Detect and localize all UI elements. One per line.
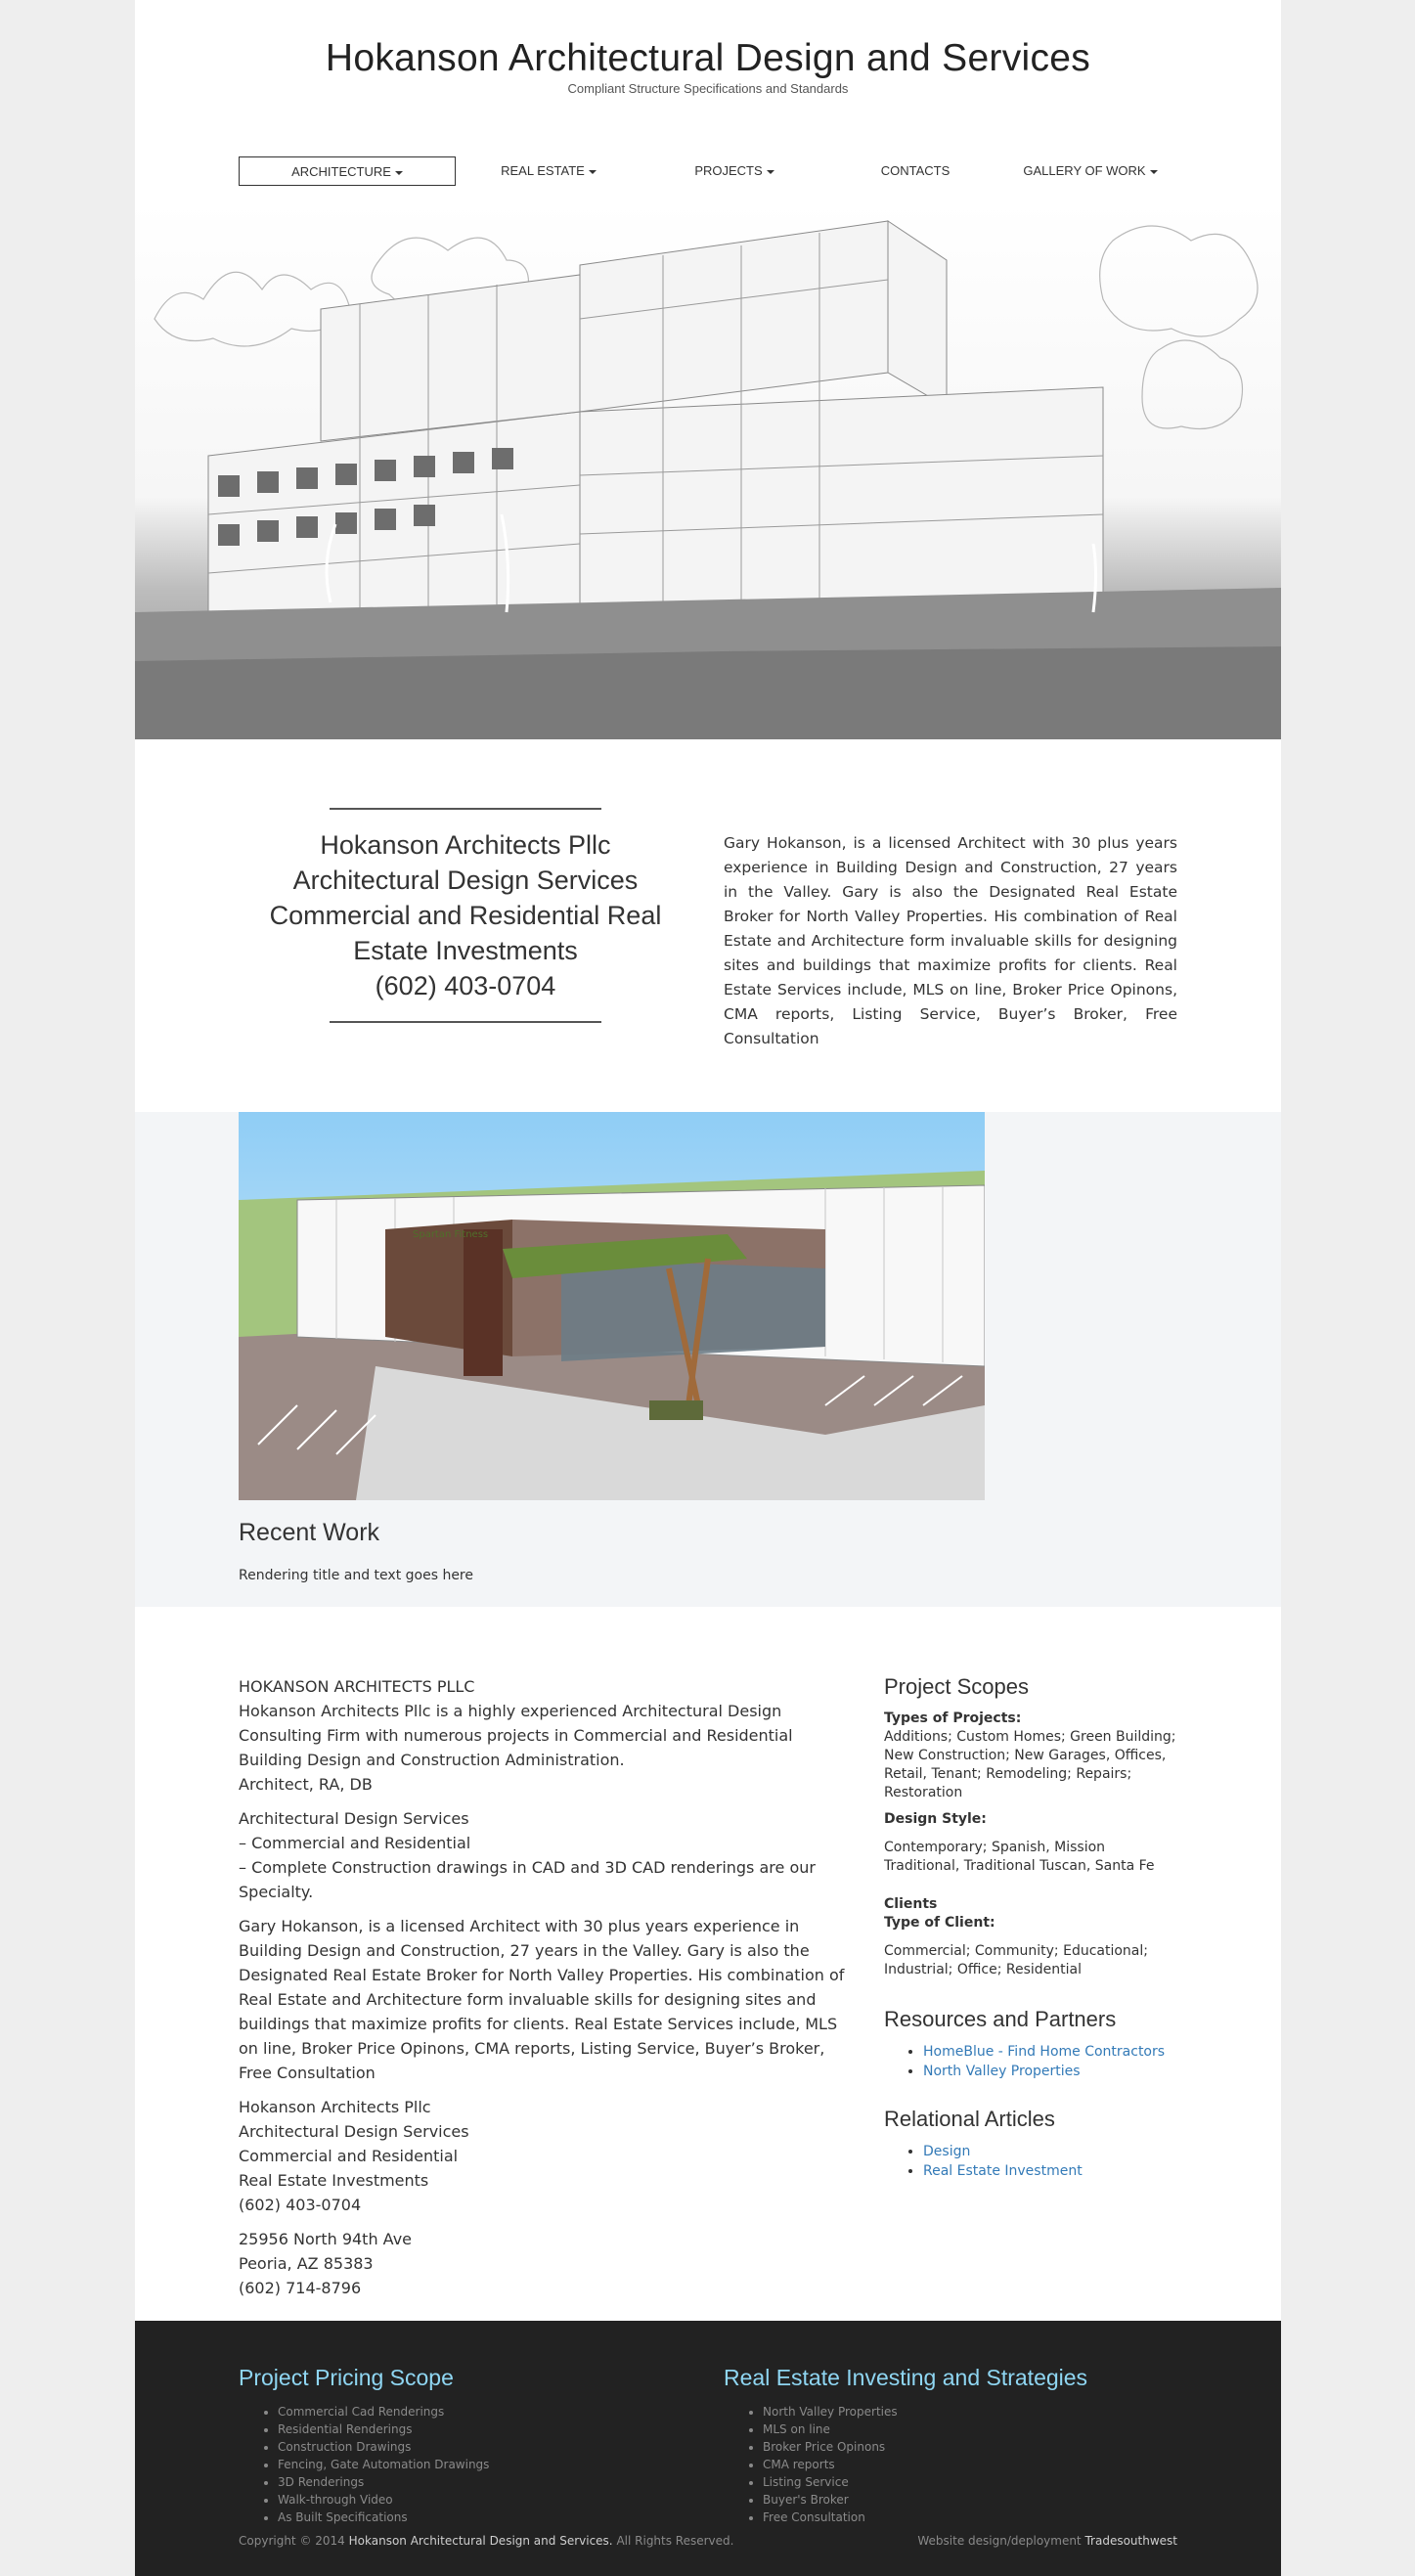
- list-item: • Residential Renderings: [278, 2421, 688, 2438]
- list-item: [923, 2161, 1177, 2181]
- contact-services: Architectural Design Services: [239, 2122, 469, 2141]
- services-title: Architectural Design Services: [239, 1809, 469, 1828]
- address-street: 25956 North 94th Ave: [239, 2230, 412, 2248]
- list-item: • Walk-through Video: [278, 2491, 688, 2509]
- divider: [330, 1021, 601, 1023]
- list-item: • Commercial Cad Renderings: [278, 2403, 688, 2421]
- list-item: [923, 2062, 1177, 2081]
- nav-label: CONTACTS: [880, 163, 951, 178]
- caret-down-icon: [589, 170, 597, 174]
- main-nav: [239, 156, 1177, 186]
- list-item: • CMA reports: [763, 2456, 1173, 2473]
- client-type-label: Type of Client:: [884, 1915, 995, 1931]
- design-style-label: Design Style:: [884, 1811, 987, 1827]
- contact-company: Hokanson Architects Pllc: [239, 2098, 431, 2116]
- copyright-prefix: Copyright © 2014: [239, 2534, 345, 2548]
- list-item: • As Built Specifications: [278, 2509, 688, 2526]
- services-line: – Commercial and Residential: [239, 1834, 471, 1852]
- nav-label: GALLERY OF WORK: [1023, 163, 1146, 178]
- list-item: • Fencing, Gate Automation Drawings: [278, 2456, 688, 2473]
- copyright: [239, 2534, 733, 2548]
- footer-investing-title: Real Estate Investing and Strategies: [724, 2365, 1088, 2390]
- company-credentials: Architect, RA, DB: [239, 1775, 373, 1794]
- article-link-real-estate[interactable]: Real Estate Investment: [923, 2163, 1083, 2179]
- main-content: [239, 1674, 855, 2310]
- hero-sketch-illustration: [135, 201, 1281, 739]
- resource-link-homeblue[interactable]: HomeBlue - Find Home Contractors: [923, 2044, 1166, 2060]
- nav-label: REAL ESTATE: [501, 163, 585, 178]
- intro-line-company: Hokanson Architects Pllc: [320, 830, 611, 860]
- list-item: • Listing Service: [763, 2473, 1173, 2491]
- design-style-value: Contemporary; Spanish, Mission Traditional, Traditional Tuscan, Santa Fe: [884, 1840, 1155, 1874]
- intro-line-services: Architectural Design Services: [292, 866, 639, 895]
- copyright-suffix: All Rights Reserved.: [616, 2534, 734, 2548]
- intro-section: [239, 808, 1177, 1047]
- contact-type: Commercial and Residential: [239, 2147, 459, 2165]
- company-summary: Hokanson Architects Pllc is a highly experienced Architectural Design Consulting Firm with numerous projects in Commercial and Residential Building Design and Construction Administration.: [239, 1702, 793, 1769]
- caret-down-icon: [395, 171, 403, 175]
- list-item: • 3D Renderings: [278, 2473, 688, 2491]
- site-tagline: Compliant Structure Specifications and Standards: [567, 81, 849, 96]
- recent-work-caption: Rendering title and text goes here: [239, 1568, 473, 1583]
- client-type-value: Commercial; Community; Educational; Industrial; Office; Residential: [884, 1943, 1148, 1977]
- bio-paragraph: Gary Hokanson, is a licensed Architect with 30 plus years experience in Building Design and Construction, 27 years in the Valley. Gary is also the Designated Real Estate Broker for North Valley Properties. His combination of Real Estate and Architecture form invaluable skills for designing sites and buildings that maximize profits for clients. Real Estate Services include, MLS on line, Broker Price Opinons, CMA reports, Listing Service, Buyer’s Broker, Free Consultation: [239, 1917, 845, 2082]
- intro-line-real-estate: Commercial and Residential Real: [269, 901, 662, 930]
- nav-item-gallery[interactable]: [1003, 156, 1177, 186]
- caret-down-icon: [1150, 170, 1158, 174]
- list-item: • North Valley Properties: [763, 2403, 1173, 2421]
- divider: [330, 808, 601, 810]
- site-title[interactable]: Hokanson Architectural Design and Services: [325, 37, 1091, 79]
- sidebar: [884, 1674, 1177, 2181]
- contact-phone: (602) 403-0704: [239, 2196, 362, 2214]
- building-rendering-illustration: [239, 1112, 985, 1500]
- resource-link-north-valley[interactable]: North Valley Properties: [923, 2064, 1081, 2079]
- intro-line-phone: (602) 403-0704: [375, 971, 556, 1000]
- copyright-name[interactable]: Hokanson Architectural Design and Services.: [348, 2534, 613, 2548]
- footer-pricing-list: [278, 2403, 688, 2526]
- types-value: Additions; Custom Homes; Green Building; New Construction; New Garages, Offices, Retail, Tenant; Remodeling; Repairs; Restoration: [884, 1729, 1176, 1800]
- list-item: • Broker Price Opinons: [763, 2438, 1173, 2456]
- intro-card: [239, 808, 692, 1023]
- building-sign: Spartan Fitness: [413, 1229, 489, 1240]
- services-line: – Complete Construction drawings in CAD and 3D CAD renderings are our Specialty.: [239, 1858, 816, 1901]
- intro-description: Gary Hokanson, is a licensed Architect with 30 plus years experience in Building Design and Construction, 27 years in the Valley. Gary is also the Designated Real Estate Broker for North Valley Properties. His combination of Real Estate and Architecture form invaluable skills for designing sites and buildings that maximize profits for clients. Real Estate Services include, MLS on line, Broker Price Opinons, CMA reports, Listing Service, Buyer’s Broker, Free Consultation: [724, 834, 1177, 1047]
- footer-investing-list: [763, 2403, 1173, 2526]
- caret-down-icon: [767, 170, 774, 174]
- address-city: Peoria, AZ 85383: [239, 2254, 374, 2273]
- nav-item-real-estate[interactable]: [456, 156, 641, 186]
- types-label: Types of Projects:: [884, 1710, 1022, 1726]
- address-phone: (602) 714-8796: [239, 2279, 362, 2297]
- article-link-design[interactable]: Design: [923, 2144, 971, 2159]
- clients-label: Clients: [884, 1896, 938, 1912]
- page: [135, 0, 1281, 2576]
- articles-list: [923, 2142, 1177, 2181]
- recent-work-title: Recent Work: [239, 1519, 380, 1546]
- resources-list: [923, 2042, 1177, 2081]
- articles-title: Relational Articles: [884, 2107, 1055, 2131]
- list-item: • Free Consultation: [763, 2509, 1173, 2526]
- nav-item-contacts[interactable]: [827, 156, 1003, 186]
- list-item: [923, 2042, 1177, 2062]
- site-credit: [917, 2534, 1177, 2548]
- list-item: • Construction Drawings: [278, 2438, 688, 2456]
- footer-investing-column: [724, 2365, 1173, 2526]
- nav-item-projects[interactable]: [641, 156, 827, 186]
- intro-headline: [239, 827, 692, 1003]
- nav-item-architecture[interactable]: [239, 156, 456, 186]
- intro-line-investments: Estate Investments: [353, 936, 578, 965]
- recent-work-image[interactable]: [239, 1112, 985, 1500]
- footer-pricing-column: [239, 2365, 688, 2526]
- credit-link[interactable]: Tradesouthwest: [1084, 2534, 1177, 2548]
- list-item: [923, 2142, 1177, 2161]
- contact-investments: Real Estate Investments: [239, 2171, 429, 2190]
- recent-work-section: [135, 1112, 1281, 1607]
- footer-pricing-title: Project Pricing Scope: [239, 2365, 454, 2390]
- list-item: • Buyer's Broker: [763, 2491, 1173, 2509]
- resources-title: Resources and Partners: [884, 2007, 1117, 2031]
- nav-label: PROJECTS: [694, 163, 763, 178]
- company-heading: HOKANSON ARCHITECTS PLLC: [239, 1677, 475, 1696]
- list-item: • MLS on line: [763, 2421, 1173, 2438]
- hero-sketch-image: [135, 201, 1281, 739]
- project-scopes-title: Project Scopes: [884, 1674, 1029, 1699]
- nav-label: ARCHITECTURE: [291, 164, 391, 179]
- credit-prefix: Website design/deployment: [917, 2534, 1082, 2548]
